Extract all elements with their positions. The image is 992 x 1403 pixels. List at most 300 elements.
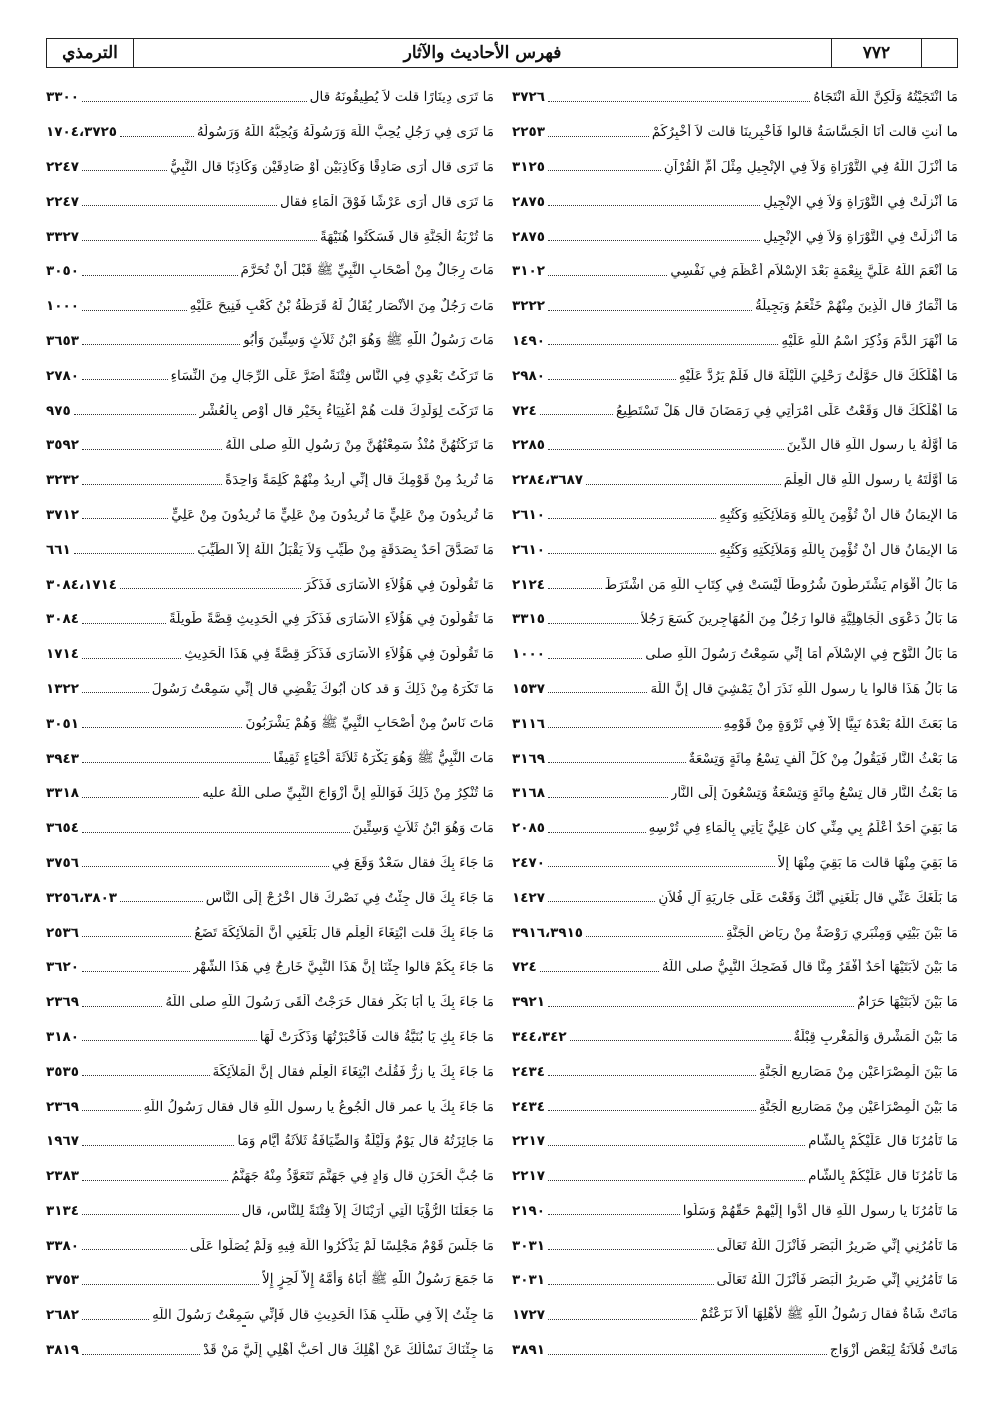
leader-dots xyxy=(548,1145,805,1146)
leader-dots xyxy=(82,727,243,728)
entry-number: ٣١٦٩ xyxy=(512,750,545,767)
index-entry xyxy=(46,463,494,498)
entry-text: ما أَنتِ قالت أَنَا الْجَسَّاسَةُ قالوا فَأَخْبِرِينَا قالت لاَ أُخْبِرُكُمْ xyxy=(651,124,958,141)
leader-dots xyxy=(570,1040,791,1041)
entry-number: ٣٧٥٣ xyxy=(46,1272,79,1289)
leader-dots xyxy=(548,1249,714,1250)
entry-number: ٧٢٤ xyxy=(512,402,537,419)
leader-dots xyxy=(82,1145,234,1146)
entry-number: ٣٢٥٦،٣٨٠٣ xyxy=(46,889,118,906)
entry-number: ٣٥٩٢ xyxy=(46,437,79,454)
leader-dots xyxy=(586,936,723,937)
entry-text: مَا جَلَسَ قَوْمٌ مَجْلِسًا لَمْ يَذْكُرُوا اللَّهَ فِيهِ وَلَمْ يُصَلُّوا عَلَى xyxy=(189,1237,494,1254)
index-entry xyxy=(512,1159,958,1194)
entry-text: مَا بَقِيَ مِنْهَا قالت مَا بَقِيَ مِنْهَا إِلاَّ xyxy=(777,854,958,871)
entry-text: مَا بَعَثَ اللَّهُ بَعْدَهُ نَبِيًّا إِلاَّ فِي ثَرْوَةٍ مِنْ قَوْمِهِ xyxy=(723,715,958,732)
index-entry xyxy=(512,532,958,567)
entry-number: ١٤٩٠ xyxy=(512,332,545,349)
leader-dots xyxy=(548,623,638,624)
index-entry xyxy=(46,150,494,185)
entry-number: ٢٢٨٤،٣٦٨٧ xyxy=(512,472,584,489)
entry-number: ٣٠٨٤ xyxy=(46,611,79,628)
index-entry xyxy=(46,1333,494,1368)
leader-dots xyxy=(120,136,194,137)
entry-number: ٢٨٧٥ xyxy=(512,228,545,245)
leader-dots xyxy=(548,518,716,519)
leader-dots xyxy=(82,762,270,763)
entry-number: ٣١٨٠ xyxy=(46,1028,79,1045)
index-entry xyxy=(46,811,494,846)
entry-number: ١٧٠٤،٣٧٢٥ xyxy=(46,124,118,141)
entry-number: ٢٢٤٧ xyxy=(46,158,79,175)
entry-number: ١٤٢٧ xyxy=(512,889,545,906)
entry-text: مَا جَاءَ بِكَ قلت ابْتِغَاءَ الْعِلْمِ قال بَلَغَنِي أَنَّ الْمَلاَئِكَةَ تَضَعُ xyxy=(194,924,494,941)
entry-number: ٢٢٥٣ xyxy=(512,124,545,141)
page-mark xyxy=(242,1325,246,1327)
entry-number: ٢٢١٧ xyxy=(512,1168,545,1185)
index-entry xyxy=(512,672,958,707)
leader-dots xyxy=(540,971,659,972)
entry-text: مَاتَ وَهُوَ ابْنُ ثَلاَثٍ وَسِتِّينَ xyxy=(352,820,494,837)
entry-number: ٢٢١٧ xyxy=(512,1133,545,1150)
entry-number: ٣٩١٦،٣٩١٥ xyxy=(512,924,584,941)
index-entry xyxy=(46,567,494,602)
leader-dots xyxy=(548,1214,680,1215)
entry-number: ٩٧٥ xyxy=(46,402,71,419)
leader-dots xyxy=(82,832,350,833)
entry-number: ٣٨٩١ xyxy=(512,1342,545,1359)
leader-dots xyxy=(548,101,810,102)
index-entry xyxy=(512,289,958,324)
entry-number: ٢٩٨٠ xyxy=(512,367,545,384)
entry-number: ٣٦٥٤ xyxy=(46,820,79,837)
entry-text: مَا أَنْزَلَ اللَّهُ فِي التَّوْرَاةِ وَلاَ فِي الإِنْجِيلِ مِثْلَ أُمِّ الْقُرْآنِ xyxy=(663,158,958,175)
entry-text: مَا أَنْهَرَ الدَّمَ وَذُكِرَ اسْمُ اللَّهِ عَلَيْهِ xyxy=(781,332,958,349)
leader-dots xyxy=(548,205,760,206)
index-entry xyxy=(46,393,494,428)
leader-dots xyxy=(82,1110,141,1111)
entry-number: ٧٢٤ xyxy=(512,959,537,976)
index-entry xyxy=(46,184,494,219)
entry-text: مَا تَأْمُرُنَا قال عَلَيْكُمْ بِالشَّامِ xyxy=(808,1168,958,1185)
entry-number: ٣٠٥٠ xyxy=(46,263,79,280)
entry-text: مَا أُنْزِلَتْ فِي التَّوْرَاةِ وَلاَ فِي الإِنْجِيلِ xyxy=(763,193,958,210)
index-entry xyxy=(512,811,958,846)
leader-dots xyxy=(82,971,190,972)
entry-number: ٣٨١٩ xyxy=(46,1342,79,1359)
entry-number: ٣٧٥٦ xyxy=(46,854,79,871)
leader-dots xyxy=(82,484,222,485)
entry-text: مَا جَاءَ بِكَ قال جِئْتُ فِي نَصْرِكَ قال اخْرُجْ إِلَى النَّاسِ xyxy=(205,889,494,906)
index-entry xyxy=(46,428,494,463)
index-entry xyxy=(46,985,494,1020)
leader-dots xyxy=(548,344,778,345)
index-entry xyxy=(512,428,958,463)
page-header xyxy=(46,38,958,68)
index-entry xyxy=(46,672,494,707)
entry-number: ٢٣٨٣ xyxy=(46,1168,79,1185)
entry-text: مَا بَيْنَ لاَبَتَيْهَا أَحَدٌ أَفْقَرُ مِنَّا قال فَضَحِكَ النَّبِيُّ صلى اللَّهُ xyxy=(661,959,958,976)
entry-number: ٢٦٨٢ xyxy=(46,1307,79,1324)
entry-number: ١٣٢٢ xyxy=(46,680,79,697)
index-entry xyxy=(46,289,494,324)
leader-dots xyxy=(548,692,647,693)
leader-dots xyxy=(82,1319,149,1320)
index-entry xyxy=(512,115,958,150)
entry-text: مَا تَأْمُرُنَا يا رسول اللَّهِ قال أَدُّوا إِلَيْهِمْ حَقَّهُمْ وَسَلُوا xyxy=(682,1202,958,1219)
entry-text: مَاتَ النَّبِيُّ ﷺ وَهُوَ يَكْرَهُ ثَلاَثَةَ أَحْيَاءٍ ثَقِيفًا xyxy=(273,749,494,766)
leader-dots xyxy=(586,484,781,485)
index-entry xyxy=(46,1054,494,1089)
leader-dots xyxy=(540,414,613,415)
leader-dots xyxy=(548,240,760,241)
entry-text: مَا الإِيمَانُ قال أَنْ تُؤْمِنَ بِاللَّهِ وَمَلاَئِكَتِهِ وَكُتُبِهِ xyxy=(719,506,958,523)
leader-dots xyxy=(74,414,196,415)
entry-text: مَا تَرَى دِينَارًا قلت لاَ يُطِيقُونَهُ قال xyxy=(309,89,494,106)
leader-dots xyxy=(82,275,238,276)
index-entry xyxy=(46,706,494,741)
index-entry xyxy=(46,1159,494,1194)
entry-text: مَا جَاءَ بِكَ يا زِرُّ فَقُلْتُ ابْتِغَاءَ الْعِلْمِ فقال إِنَّ الْمَلاَئِكَةَ xyxy=(212,1063,494,1080)
entry-number: ٣٩٢١ xyxy=(512,994,545,1011)
entry-text: مَا بَيْنَ لاَبَتَيْهَا حَرَامٌ xyxy=(857,994,958,1011)
entry-text: مَا تُرِيدُ مِنْ قَوْمِكَ قال إِنِّي أُرِيدُ مِنْهُمْ كَلِمَةً وَاحِدَةً xyxy=(225,472,494,489)
entry-number: ٢٥٣٦ xyxy=(46,924,79,941)
index-entry xyxy=(46,915,494,950)
index-entry xyxy=(512,1333,958,1368)
index-entry xyxy=(512,706,958,741)
entry-number: ٢٧٨٠ xyxy=(46,367,79,384)
entry-number: ٣٠٨٤،١٧١٤ xyxy=(46,576,118,593)
entry-number: ٣٥٣٥ xyxy=(46,1063,79,1080)
entry-text: مَا تَرَكْتَ لِوَلَدِكَ قلت هُمْ أَغْنِيَاءُ بِخَيْرٍ قال أَوْصِ بِالْعُشْرِ xyxy=(199,402,494,419)
entry-text: مَا جَاءَ بِكَ يا عمر قال الْجُوعُ يا رسول اللَّهِ قال فقال رَسُولُ اللَّهِ xyxy=(143,1098,494,1115)
entry-text: مَا جَمَعَ رَسُولُ اللَّهِ ﷺ أَبَاهُ وَأُمَّهُ إِلاَّ لَحِزٍ إِلاَّ xyxy=(261,1271,494,1288)
entry-number: ٣١٣٤ xyxy=(46,1202,79,1219)
leader-dots xyxy=(82,692,149,693)
leader-dots xyxy=(548,1006,854,1007)
index-entry xyxy=(46,1020,494,1055)
index-entry xyxy=(46,602,494,637)
entry-number: ٢٦١٠ xyxy=(512,506,545,523)
leader-dots xyxy=(548,379,676,380)
index-entry xyxy=(46,1124,494,1159)
entry-text: مَا بَعْثُ النَّارِ فَيَقُولُ مِنْ كُلِّ أَلْفٍ تِسْعُ مِائَةٍ وَتِسْعَةٌ xyxy=(688,750,958,767)
entry-text: مَا بَالُ النَّوْحِ فِي الإِسْلاَمِ أَمَا إِنِّي سَمِعْتُ رَسُولَ اللَّهِ صلى xyxy=(645,646,958,663)
leader-dots xyxy=(82,101,307,102)
entry-text: مَا جَاءَ بِكَ فقال سَعْدٌ وَقَعَ فِي xyxy=(331,854,494,871)
leader-dots xyxy=(548,449,784,450)
entry-number: ٣٩٤٣ xyxy=(46,750,79,767)
index-entry xyxy=(46,532,494,567)
index-columns xyxy=(46,80,958,1380)
entry-number: ٢٨٧٥ xyxy=(512,193,545,210)
index-entry xyxy=(512,1298,958,1333)
leader-dots xyxy=(548,1319,697,1320)
index-entry xyxy=(512,637,958,672)
entry-number: ١٠٠٠ xyxy=(46,298,79,315)
leader-dots xyxy=(120,901,203,902)
leader-dots xyxy=(82,240,317,241)
entry-number: ١٠٠٠ xyxy=(512,646,545,663)
entry-text: مَا أَوَّلُهُ يا رسول اللَّهِ قال الدِّينَ xyxy=(786,437,958,454)
entry-number: ٢٠٨٥ xyxy=(512,820,545,837)
page-number: ٧٧٢ xyxy=(831,39,921,67)
index-entry xyxy=(46,498,494,533)
entry-text: مَا جِئْنَاكَ نَسْأَلُكَ عَنْ أَهْلِكَ قال أَحَبُّ أَهْلِي إِلَيَّ مَنْ قَدْ xyxy=(203,1342,494,1359)
index-entry xyxy=(512,463,958,498)
index-entry xyxy=(46,115,494,150)
right-column xyxy=(502,80,958,1380)
leader-dots xyxy=(548,832,646,833)
index-entry xyxy=(512,950,958,985)
leader-dots xyxy=(82,623,166,624)
entry-text: مَا تَأْمُرُنِي إِنِّي ضَرِيرُ الْبَصَرِ فَأَنْزَلَ اللَّهُ تَعَالَى xyxy=(716,1272,958,1289)
leader-dots xyxy=(82,205,277,206)
entry-text: مَا جَعَلْنَا الرُّؤْيَا الَّتِي أَرَيْنَاكَ إِلاَّ فِتْنَةً لِلنَّاسِ، قال xyxy=(241,1202,494,1219)
entry-text: مَا أَهْلَكَكَ قال وَقَعْتُ عَلَى امْرَأَتِي فِي رَمَضَانَ قال هَلْ تَسْتَطِيعُ xyxy=(616,402,958,419)
entry-text: مَا جِئْتُ إِلاَّ فِي طَلَبِ هَذَا الْحَدِيثِ قال فَإِنِّي سَمِعْتُ رَسُولَ اللَّهِ xyxy=(152,1307,494,1324)
left-column xyxy=(46,80,502,1380)
index-entry xyxy=(512,1263,958,1298)
entry-number: ٣٣٨٠ xyxy=(46,1237,79,1254)
leader-dots xyxy=(82,1040,257,1041)
index-entry xyxy=(46,80,494,115)
leader-dots xyxy=(548,901,655,902)
index-entry xyxy=(512,1020,958,1055)
entry-text: مَا تَأْمُرُنَا قال عَلَيْكُمْ بِالشَّامِ xyxy=(808,1133,958,1150)
entry-text: مَاتَ رِجَالٌ مِنْ أَصْحَابِ النَّبِيِّ ﷺ قَبْلَ أَنْ تُحَرَّمَ xyxy=(240,262,494,279)
entry-number: ٣١٠٢ xyxy=(512,263,545,280)
leader-dots xyxy=(82,449,222,450)
entry-number: ٢٤٧٠ xyxy=(512,854,545,871)
entry-text: مَا تَرَكْتُ بَعْدِي فِي النَّاسِ فِتْنَةً أَضَرَّ عَلَى الرِّجَالِ مِنَ النِّسَاءِ xyxy=(170,367,494,384)
index-entry xyxy=(512,567,958,602)
entry-text: مَا بَقِيَ أَحَدٌ أَعْلَمُ بِي مِنِّي كان عَلِيٌّ يَأْتِي بِالْمَاءِ فِي تُرْسِهِ xyxy=(648,820,958,837)
page-title: فهرس الأحاديث والآثار xyxy=(133,39,831,67)
index-entry xyxy=(512,393,958,428)
leader-dots xyxy=(548,310,752,311)
leader-dots xyxy=(120,588,301,589)
leader-dots xyxy=(548,658,642,659)
entry-text: مَا تَقُولُونَ فِي هَؤُلاَءِ الأَسَارَى فَذَكَرَ xyxy=(304,576,494,593)
index-entry xyxy=(46,846,494,881)
entry-text: مَا تَصَدَّقَ أَحَدٌ بِصَدَقَةٍ مِنْ طَيِّبٍ وَلاَ يَقْبَلُ اللَّهُ إِلاَّ الطَّيِّبَ xyxy=(197,541,494,558)
entry-text: مَا بَيْنَ الْمِصْرَاعَيْنِ مِنْ مَصَارِيعِ الْجَنَّةِ xyxy=(758,1063,958,1080)
entry-text: مَاتَتْ فُلاَنَةُ لِبَعْضِ أَزْوَاجِ xyxy=(829,1342,958,1359)
index-entry xyxy=(512,776,958,811)
entry-number: ٣٠٣١ xyxy=(512,1237,545,1254)
entry-text: مَا أُنْزِلَتْ فِي التَّوْرَاةِ وَلاَ فِي الإِنْجِيلِ xyxy=(763,228,958,245)
index-entry xyxy=(46,1298,494,1333)
entry-text: مَا تُنْكِرُ مِنْ ذَلِكَ فَوَاللَّهِ إِنَّ أَزْوَاجَ النَّبِيِّ صلى اللَّهُ عليه xyxy=(202,785,494,802)
index-entry xyxy=(512,880,958,915)
entry-number: ٣١٦٨ xyxy=(512,785,545,802)
entry-number: ٣٣٢٧ xyxy=(46,228,79,245)
index-entry xyxy=(512,985,958,1020)
entry-number: ٣٢٣٢ xyxy=(46,472,79,489)
entry-number: ٢٤٣٤ xyxy=(512,1098,545,1115)
entry-text: مَا جَاءَ بِكَ يا أَبَا بَكْرٍ فقال خَرَجْتُ أَلْقَى رَسُولَ اللَّهِ صلى اللَّهُ xyxy=(165,994,494,1011)
entry-number: ٣٦٥٣ xyxy=(46,332,79,349)
entry-text: مَا تَقُولُونَ فِي هَؤُلاَءِ الأَسَارَى فَذَكَرَ قِصَّةً فِي هَذَا الْحَدِيثِ xyxy=(184,646,494,663)
index-entry xyxy=(46,1228,494,1263)
index-entry xyxy=(46,637,494,672)
index-entry xyxy=(46,741,494,776)
index-entry xyxy=(512,498,958,533)
entry-text: مَا بَالُ دَعْوَى الْجَاهِلِيَّةِ قالوا رَجُلٌ مِنَ الْمُهَاجِرِينَ كَسَعَ رَجُلاً xyxy=(640,611,958,628)
entry-number: ١٩٦٧ xyxy=(46,1133,79,1150)
index-entry xyxy=(512,846,958,881)
index-entry xyxy=(512,602,958,637)
index-entry xyxy=(46,776,494,811)
index-entry xyxy=(512,358,958,393)
leader-dots xyxy=(82,1249,187,1250)
entry-text: مَا تَقُولُونَ فِي هَؤُلاَءِ الأَسَارَى فَذَكَرَ فِي الْحَدِيثِ قِصَّةً طَوِيلَةً xyxy=(169,611,494,628)
entry-number: ٣٣١٥ xyxy=(512,611,545,628)
header-blank-cell xyxy=(921,39,957,67)
entry-number: ٢١٩٠ xyxy=(512,1202,545,1219)
index-entry xyxy=(46,1089,494,1124)
entry-text: مَا أَثْمَارُ قال الَّذِينَ مِنْهُمْ خَثْعَمُ وَبَجِيلَةُ xyxy=(755,298,958,315)
leader-dots xyxy=(82,658,181,659)
leader-dots xyxy=(548,866,775,867)
index-entry xyxy=(46,324,494,359)
entry-number: ١٧١٤ xyxy=(46,646,79,663)
entry-number: ٢٢٨٥ xyxy=(512,437,545,454)
index-entry xyxy=(512,184,958,219)
index-entry xyxy=(512,254,958,289)
leader-dots xyxy=(82,1180,228,1181)
index-entry xyxy=(46,219,494,254)
entry-text: مَا بَلَغَكَ عَنِّي قال بَلَغَنِي أَنَّكَ وَقَعْتَ عَلَى جَارِيَةِ آلِ فُلاَنٍ xyxy=(658,889,958,906)
entry-text: مَا جَاءَ بِكِ يَا بُنَيَّةُ قالت فَأَخْبَرْتُهَا وَذَكَرَتْ لَهَا xyxy=(259,1028,494,1045)
entry-text: مَاتَ رَسُولُ اللَّهِ ﷺ وَهُوَ ابْنُ ثَلاَثٍ وَسِتِّينَ وَأَبُو xyxy=(243,331,494,348)
leader-dots xyxy=(548,1180,805,1181)
entry-text: مَا بَيْنَ الْمِصْرَاعَيْنِ مِنْ مَصَارِيعِ الْجَنَّةِ xyxy=(758,1098,958,1115)
leader-dots xyxy=(548,1284,714,1285)
entry-text: مَاتَ نَاسٌ مِنْ أَصْحَابِ النَّبِيِّ ﷺ وَهُمْ يَشْرَبُونَ xyxy=(245,714,494,731)
entry-text: مَا بَيْنَ بَيْتِي وَمِنْبَرِي رَوْضَةٌ مِنْ رِيَاضِ الْجَنَّةِ xyxy=(725,924,958,941)
leader-dots xyxy=(548,1075,756,1076)
entry-number: ٣١١٦ xyxy=(512,715,545,732)
leader-dots xyxy=(74,553,195,554)
leader-dots xyxy=(82,310,187,311)
leader-dots xyxy=(548,1354,827,1355)
index-entry xyxy=(512,324,958,359)
leader-dots xyxy=(548,797,668,798)
entry-number: ٢٣٦٩ xyxy=(46,1098,79,1115)
leader-dots xyxy=(82,170,167,171)
entry-text: مَا انْتَجَيْتُهُ وَلَكِنَّ اللَّهَ انْتَجَاهُ xyxy=(813,89,958,106)
entry-number: ٢٣٦٩ xyxy=(46,994,79,1011)
leader-dots xyxy=(548,553,716,554)
entry-number: ١٥٣٧ xyxy=(512,680,545,697)
leader-dots xyxy=(548,588,602,589)
entry-text: مَا بَعْثُ النَّارِ قال تِسْعُ مِائَةٍ وَتِسْعَةٌ وَتِسْعُونَ إِلَى النَّارِ xyxy=(670,785,958,802)
index-entry xyxy=(512,1228,958,1263)
leader-dots xyxy=(82,797,199,798)
entry-text: مَا تَرَكْتُهُنَّ مُنْذُ سَمِعْتُهُنَّ مِنْ رَسُولِ اللَّهِ صلى اللَّهُ xyxy=(225,437,494,454)
index-entry xyxy=(512,1089,958,1124)
leader-dots xyxy=(82,936,191,937)
entry-number: ٢٢٤٧ xyxy=(46,193,79,210)
entry-text: مَا تَأْمُرُنِي إِنِّي ضَرِيرُ الْبَصَرِ فَأَنْزَلَ اللَّهُ تَعَالَى xyxy=(716,1237,958,1254)
entry-number: ٣٠٥١ xyxy=(46,715,79,732)
entry-number: ٢٤٣٤ xyxy=(512,1063,545,1080)
entry-text: مَا جَاءَ بِكُمْ قالوا جِئْنَا إِنَّ هَذَا النَّبِيَّ خَارِجٌ فِي هَذَا الشَّهْرِ xyxy=(192,959,494,976)
entry-number: ٣٦٢٠ xyxy=(46,959,79,976)
leader-dots xyxy=(82,1284,259,1285)
entry-text: مَا جُبُّ الْحَزَنِ قال وَادٍ فِي جَهَنَّمَ تَتَعَوَّذُ مِنْهُ جَهَنَّمُ xyxy=(231,1168,494,1185)
index-entry xyxy=(512,915,958,950)
entry-number: ٣٣٠٠ xyxy=(46,89,79,106)
entry-text: مَا تُرْبَةُ الْجَنَّةِ قال فَسَكَتُوا هُنَيْهَةً xyxy=(320,228,494,245)
entry-number: ٦٦١ xyxy=(46,541,71,558)
index-entry xyxy=(512,1124,958,1159)
entry-text: مَا تَكْرَهُ مِنْ ذَلِكَ وَ قد كان أَبُوكَ يَقْضِي قال إِنِّي سَمِعْتُ رَسُولَ xyxy=(151,680,494,697)
leader-dots xyxy=(82,1006,162,1007)
entry-text: مَا تَرَى قال أَرَى عَرْشًا فَوْقَ الْمَاءِ فقال xyxy=(279,193,494,210)
index-entry xyxy=(512,1054,958,1089)
leader-dots xyxy=(548,136,649,137)
entry-text: مَا بَيْنَ الْمَشْرِقِ وَالْمَغْرِبِ قِبْلَةٌ xyxy=(793,1028,958,1045)
entry-text: مَا أَهْلَكَكَ قال حَوَّلْتُ رَحْلِيَ اللَّيْلَةَ قال فَلَمْ يَرُدَّ عَلَيْهِ xyxy=(678,367,958,384)
leader-dots xyxy=(548,762,686,763)
leader-dots xyxy=(82,1214,239,1215)
leader-dots xyxy=(548,1110,756,1111)
index-entry xyxy=(46,254,494,289)
entry-text: مَا الإِيمَانُ قال أَنْ تُؤْمِنَ بِاللَّهِ وَمَلاَئِكَتِهِ وَكُتُبِهِ xyxy=(719,541,958,558)
index-entry xyxy=(512,150,958,185)
entry-number: ١٧٢٧ xyxy=(512,1307,545,1324)
index-entry xyxy=(46,1263,494,1298)
index-entry xyxy=(46,950,494,985)
entry-text: مَا تَرَى قال أَرَى صَادِقًا وَكَاذِبَيْنِ أَوْ صَادِقَيْنِ وَكَاذِبًا قال النَّبِيُّ xyxy=(169,158,494,175)
leader-dots xyxy=(548,170,661,171)
leader-dots xyxy=(82,518,168,519)
leader-dots xyxy=(82,866,329,867)
entry-text: مَا بَالُ هَذَا قالوا يا رسول اللَّهِ نَذَرَ أَنْ يَمْشِيَ قال إِنَّ اللَّهَ xyxy=(650,680,958,697)
index-entry xyxy=(46,1194,494,1229)
entry-text: مَا تُرِيدُونَ مِنْ عَلِيٍّ مَا تُرِيدُونَ مِنْ عَلِيٍّ مَا تُرِيدُونَ مِنْ عَلِيٍّ xyxy=(171,506,494,523)
entry-number: ٣١٢٥ xyxy=(512,158,545,175)
entry-number: ٣٤٤،٣٤٢ xyxy=(512,1028,567,1045)
entry-number: ٣٠٣١ xyxy=(512,1272,545,1289)
entry-text: مَا أَنْعَمَ اللَّهُ عَلَيَّ بِنِعْمَةٍ بَعْدَ الإِسْلاَمِ أَعْظَمَ فِي نَفْسِي xyxy=(670,263,958,280)
book-name: الترمذي xyxy=(62,43,118,63)
entry-text: مَا أَوَّلْتَهُ يا رسول اللَّهِ قال الْعِلْمَ xyxy=(783,472,958,489)
index-entry xyxy=(46,880,494,915)
entry-text: مَا تَرَى فِي رَجُلٍ يُحِبُّ اللَّهَ وَرَسُولَهُ وَيُحِبُّهُ اللَّهُ وَرَسُولُهُ xyxy=(196,124,494,141)
entry-number: ٣٢٢٢ xyxy=(512,298,545,315)
entry-number: ٢١٢٤ xyxy=(512,576,545,593)
entry-number: ٢٦١٠ xyxy=(512,541,545,558)
leader-dots xyxy=(82,1354,200,1355)
entry-text: مَاتَ رَجُلٌ مِنَ الأَنْصَارِ يُقَالُ لَهُ قَرَظَةُ بْنُ كَعْبٍ فَنِيحَ عَلَيْهِ xyxy=(189,298,494,315)
leader-dots xyxy=(548,275,667,276)
index-entry xyxy=(512,1194,958,1229)
entry-number: ٣٧١٢ xyxy=(46,506,79,523)
leader-dots xyxy=(82,1075,210,1076)
index-entry xyxy=(512,741,958,776)
entry-text: مَاتَتْ شَاةٌ فقال رَسُولُ اللَّهِ ﷺ لأَهْلِهَا أَلاَ نَزَعْتُمْ xyxy=(699,1306,958,1323)
entry-number: ٣٣١٨ xyxy=(46,785,79,802)
entry-number: ٣٧٢٦ xyxy=(512,89,545,106)
index-entry xyxy=(46,358,494,393)
entry-text: مَا جَائِزَتُهُ قال يَوْمٌ وَلَيْلَةٌ وَالضِّيَافَةُ ثَلاَثَةُ أَيَّامٍ وَمَا xyxy=(237,1133,494,1150)
entry-text: مَا بَالُ أَقْوَامٍ يَشْتَرِطُونَ شُرُوطًا لَيْسَتْ فِي كِتَابِ اللَّهِ مَنِ اشْتَرَطَ xyxy=(604,576,958,593)
